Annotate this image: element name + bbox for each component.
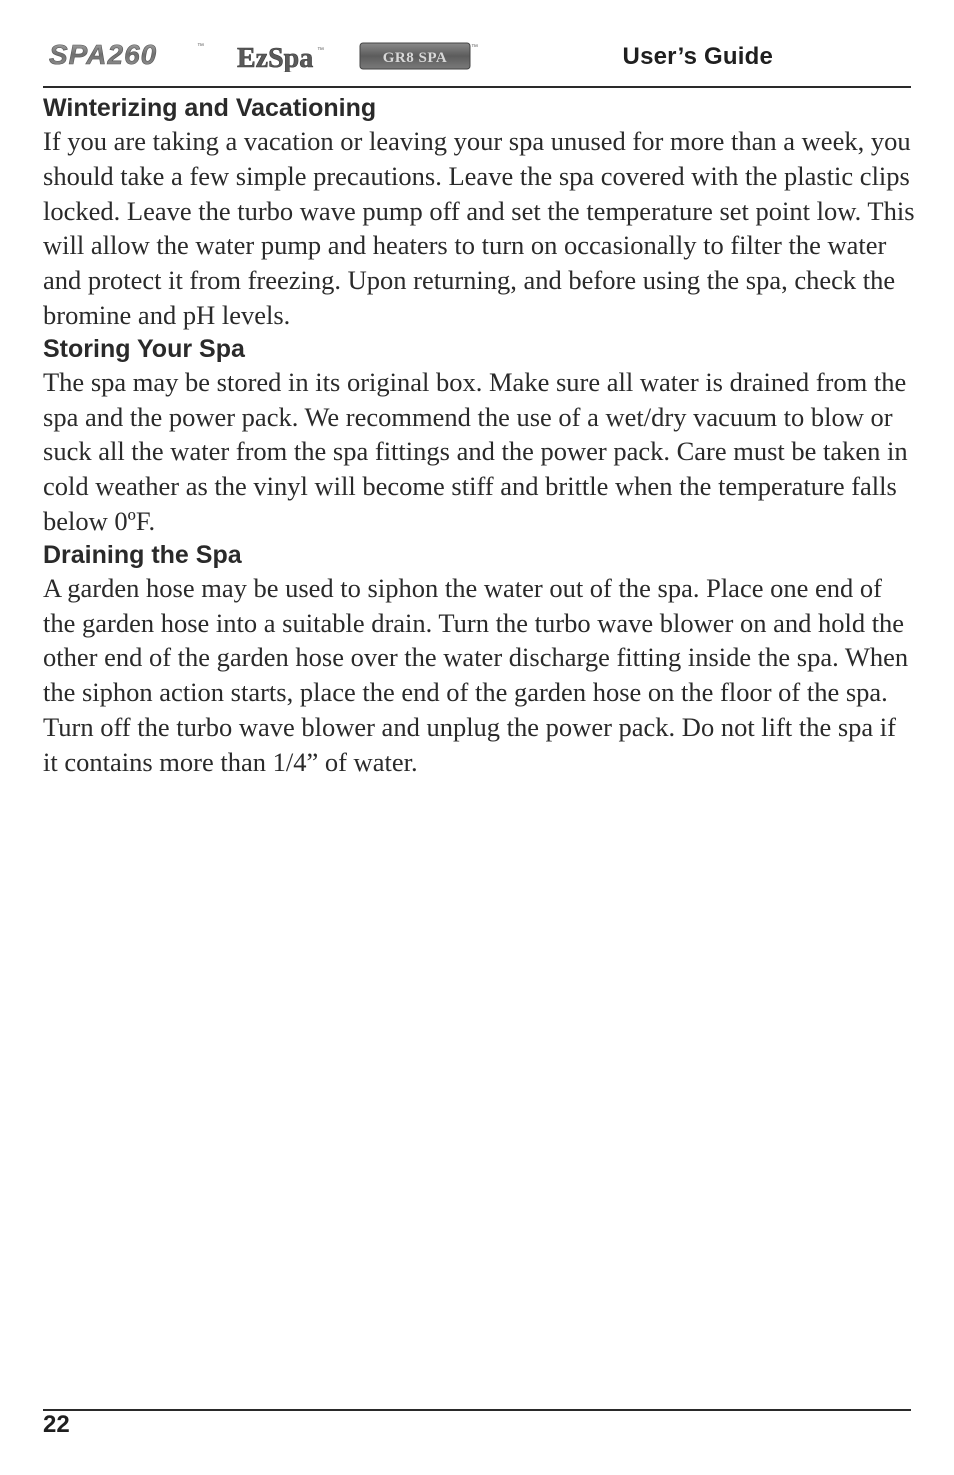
page-number: 22: [43, 1411, 70, 1438]
third-brand-logo: [359, 40, 479, 72]
section-heading-storing: Storing Your Spa: [43, 334, 245, 363]
page-header: [43, 28, 911, 86]
section-body-storing: The spa may be stored in its original box. Make sure all water is drained from the spa and the power pack. We recommend the use of a wet/dry vacuum to blow or suck all the water from the spa fittings and the power pack. Care must be taken in cold weather as the vinyl will become stiff and brittle when the temperature falls below 0ºF.: [43, 366, 908, 536]
section-body-draining: A garden hose may be used to siphon the water out of the spa. Place one end of the garden hose into a suitable drain. Turn the turbo wave blower on and hold the other end of the garden hose over the water discharge fitting inside the spa. When the siphon action starts, place the end of the garden hose on the floor of the spa. Turn off the turbo wave blower and unplug the power pack. Do not lift the spa if it contains more than 1/4” of water.: [43, 572, 909, 777]
section-heading-winterizing: Winterizing and Vacationing: [43, 94, 377, 122]
section-body-winterizing: If you are taking a vacation or leaving your spa unused for more than a week, you should take a few simple precautions. Leave the spa covered with the plastic clips locked. Leave the turbo wave pump off and set the temperature set point low. This will allow the water pump and heaters to turn on occasionally to filter the water and protect it from freezing. Upon returning, and before using the spa, check the bromine and pH levels.: [43, 126, 915, 330]
header-divider: [43, 86, 911, 88]
svg-text:EzSpa: EzSpa: [237, 43, 314, 72]
page-content: [43, 92, 915, 780]
svg-text:GR8 SPA: GR8 SPA: [382, 50, 448, 66]
svg-text:SPA260: SPA260: [49, 40, 158, 70]
footer-divider: [43, 1409, 911, 1411]
section-heading-draining: Draining the Spa: [43, 540, 242, 569]
guide-title: User’s Guide: [622, 43, 773, 70]
spa260-logo: [47, 40, 207, 70]
svg-text:™: ™: [317, 47, 324, 54]
svg-text:™: ™: [471, 44, 478, 51]
ezspa-logo: [235, 42, 325, 72]
svg-text:™: ™: [197, 43, 204, 50]
